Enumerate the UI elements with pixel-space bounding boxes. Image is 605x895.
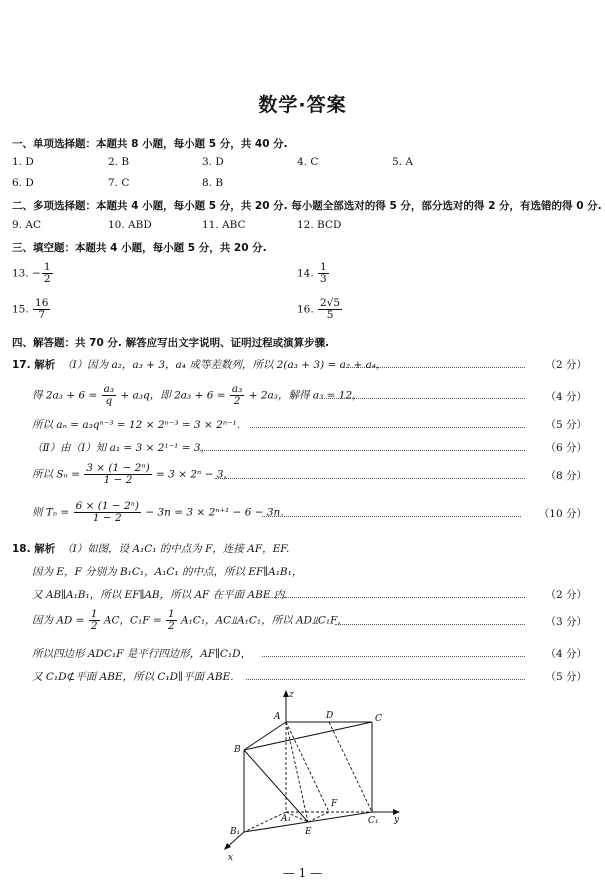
score-mark: （5 分） — [545, 419, 587, 431]
label-C1: C₁ — [368, 816, 379, 826]
label-F: F — [331, 799, 338, 809]
dot-leader — [200, 450, 525, 451]
q17-line-6: 则 Tₙ = $\frac{\text{6 × (1 − 2ⁿ)}}{1 - 2}$ − 3n = 3 × 2ⁿ⁺¹ − 6 − 3n. — [32, 500, 284, 525]
score-mark: （4 分） — [545, 391, 587, 403]
fill-answer-14: 14. $\frac{1}{3}$ — [297, 261, 327, 286]
q18-line-1: 18. 解析 （Ⅰ）如图，设 A₁C₁ 的中点为 F，连接 AF，EF. — [12, 543, 290, 555]
section-heading-single-choice: 一、单项选择题：本题共 8 小题，每小题 5 分，共 40 分. — [12, 138, 288, 150]
fill-answer-15: 15. $\frac{16}{7}$ — [12, 297, 49, 322]
answer-item: 2. B — [108, 156, 130, 168]
answer-item: 3. D — [202, 156, 224, 168]
fill-answer-13: 13. − $\frac{1}{2}$ — [12, 261, 51, 286]
label-y: y — [394, 815, 400, 825]
dot-leader — [335, 624, 525, 625]
answer-item: 11. ABC — [202, 219, 246, 231]
answer-item: 1. D — [12, 156, 34, 168]
section-heading-multi-choice: 二、多项选择题：本题共 4 小题，每小题 5 分，共 20 分. 每小题全部选对的得 5 分，部分选对的得 2 分，有选错的得 0 分. — [12, 200, 602, 212]
label-D: D — [326, 711, 334, 721]
score-mark: （2 分） — [545, 359, 587, 371]
page-title: 数学·答案 — [258, 94, 347, 116]
answer-item: 10. ABD — [108, 219, 152, 231]
answer-item: 9. AC — [12, 219, 41, 231]
q17-line-5: 所以 Sₙ = $\frac{\text{3 × (1 − 2ⁿ)}}{1 - 2}$ = 3 × 2ⁿ − 3， — [32, 462, 234, 487]
label-A: A — [274, 712, 281, 722]
label-E: E — [305, 827, 312, 837]
dot-leader — [348, 367, 525, 368]
answer-item: 6. D — [12, 177, 34, 189]
answer-item: 8. B — [202, 177, 224, 189]
q18-line-2: 因为 E，F 分别为 B₁C₁，A₁C₁ 的中点，所以 EF∥A₁B₁， — [32, 566, 303, 578]
dot-leader — [322, 398, 525, 399]
answer-item: 7. C — [108, 177, 130, 189]
q18-line-3: 又 AB∥A₁B₁，所以 EF∥AB，所以 AF 在平面 ABE 内. — [32, 589, 288, 601]
q17-line-4: （Ⅱ）由（Ⅰ）知 a₁ = 3 × 2¹⁻¹ = 3， — [32, 442, 212, 454]
score-mark: （3 分） — [545, 616, 587, 628]
score-mark: （6 分） — [545, 442, 587, 454]
page-number: — 1 — — [282, 866, 323, 880]
q18-line-4: 因为 AD = $\frac{1}{2}$ AC，C₁F = $\frac{1}{2}$ A₁C₁，AC⫫A₁C₁，所以 AD⫫C₁F， — [32, 608, 348, 633]
label-B: B — [234, 745, 241, 755]
label-B1: B₁ — [230, 827, 241, 837]
score-mark: （5 分） — [545, 671, 587, 683]
dot-leader — [262, 516, 521, 517]
dot-leader — [250, 427, 525, 428]
segment-AF — [286, 722, 329, 812]
answer-item: 4. C — [297, 156, 319, 168]
q18-line-5: 所以四边形 ADC₁F 是平行四边形，AF∥C₁D， — [32, 648, 252, 660]
label-A1: A₁ — [281, 814, 292, 824]
label-z: z — [289, 690, 294, 700]
edge-BC — [244, 722, 372, 750]
answer-item: 5. A — [392, 156, 413, 168]
dot-leader — [246, 679, 525, 680]
dot-leader — [262, 656, 525, 657]
score-mark: （8 分） — [545, 470, 587, 482]
q18-line-6: 又 C₁D⊄平面 ABE，所以 C₁D∥平面 ABE. — [32, 671, 234, 683]
score-mark: （10 分） — [538, 508, 587, 520]
score-mark: （2 分） — [545, 589, 587, 601]
score-mark: （4 分） — [545, 648, 587, 660]
label-C: C — [375, 714, 382, 724]
section-heading-fill-in: 三、填空题：本题共 4 小题，每小题 5 分，共 20 分. — [12, 242, 267, 254]
q17-line-2: 得 2a₃ + 6 = $\frac{\text{a₃}}{q}$ + a₃q，即 2a₃ + 6 = $\frac{\text{a₃}}{2}$ + 2a₃，解得 a₃ = 12， — [32, 383, 363, 408]
label-x: x — [228, 853, 234, 863]
answer-item: 12. BCD — [297, 219, 342, 231]
prism-figure — [210, 688, 410, 864]
section-heading-solutions: 四、解答题：共 70 分. 解答应写出文字说明、证明过程或演算步骤. — [12, 337, 330, 349]
q17-line-1: 17. 解析 （Ⅰ）因为 a₂，a₃ + 3，a₄ 成等差数列，所以 2(a₃ + 3) = a₂ + a₄， — [12, 359, 387, 371]
q17-line-3: 所以 aₙ = a₃qⁿ⁻³ = 12 × 2ⁿ⁻³ = 3 × 2ⁿ⁻¹. — [32, 419, 241, 431]
dot-leader — [270, 597, 525, 598]
fill-answer-16: 16. $\frac{2√5}{5}$ — [297, 297, 341, 322]
dot-leader — [215, 478, 525, 479]
edge-BE — [244, 750, 308, 822]
